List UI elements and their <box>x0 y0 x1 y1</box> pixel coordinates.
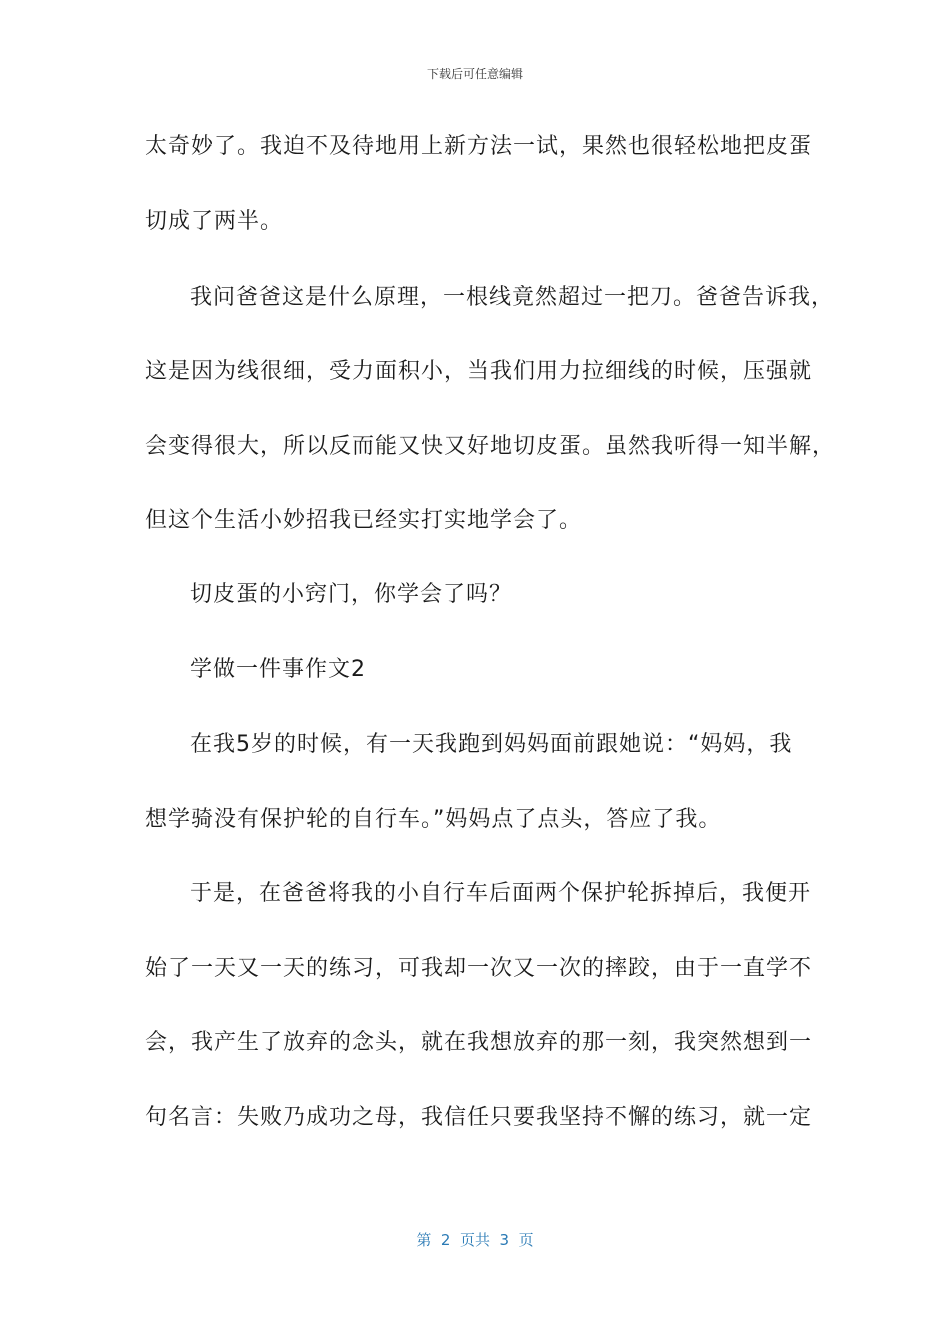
section-title: 学做一件事作文2 <box>190 657 366 682</box>
paragraph-line: 于是，在爸爸将我的小自行车后面两个保护轮拆掉后，我便开 <box>190 881 812 906</box>
paragraph-line: 切皮蛋的小窍门，你学会了吗？ <box>190 582 513 607</box>
paragraph-line: 会变得很大，所以反而能又快又好地切皮蛋。虽然我听得一知半解， <box>145 434 836 459</box>
paragraph-line: 想学骑没有保护轮的自行车。”妈妈点了点头，答应了我。 <box>145 807 722 832</box>
paragraph-line: 我问爸爸这是什么原理，一根线竟然超过一把刀。爸爸告诉我， <box>190 285 835 310</box>
page-header: 下载后可任意编辑 <box>426 67 523 81</box>
page-number-footer: 第 2 页共 3 页 <box>416 1231 534 1249</box>
paragraph-line: 但这个生活小妙招我已经实打实地学会了。 <box>145 508 583 533</box>
paragraph-line: 始了一天又一天的练习，可我却一次又一次的摔跤，由于一直学不 <box>145 956 813 981</box>
paragraph-line: 在我5岁的时候，有一天我跑到妈妈面前跟她说：“妈妈，我 <box>190 732 793 757</box>
paragraph-line: 切成了两半。 <box>145 209 284 234</box>
paragraph-line: 会，我产生了放弃的念头，就在我想放弃的那一刻，我突然想到一 <box>145 1030 813 1055</box>
paragraph-line: 这是因为线很细，受力面积小，当我们用力拉细线的时候，压强就 <box>145 359 813 384</box>
paragraph-line: 句名言：失败乃成功之母，我信任只要我坚持不懈的练习，就一定 <box>145 1105 813 1130</box>
paragraph-line: 太奇妙了。我迫不及待地用上新方法一试，果然也很轻松地把皮蛋 <box>145 134 813 159</box>
